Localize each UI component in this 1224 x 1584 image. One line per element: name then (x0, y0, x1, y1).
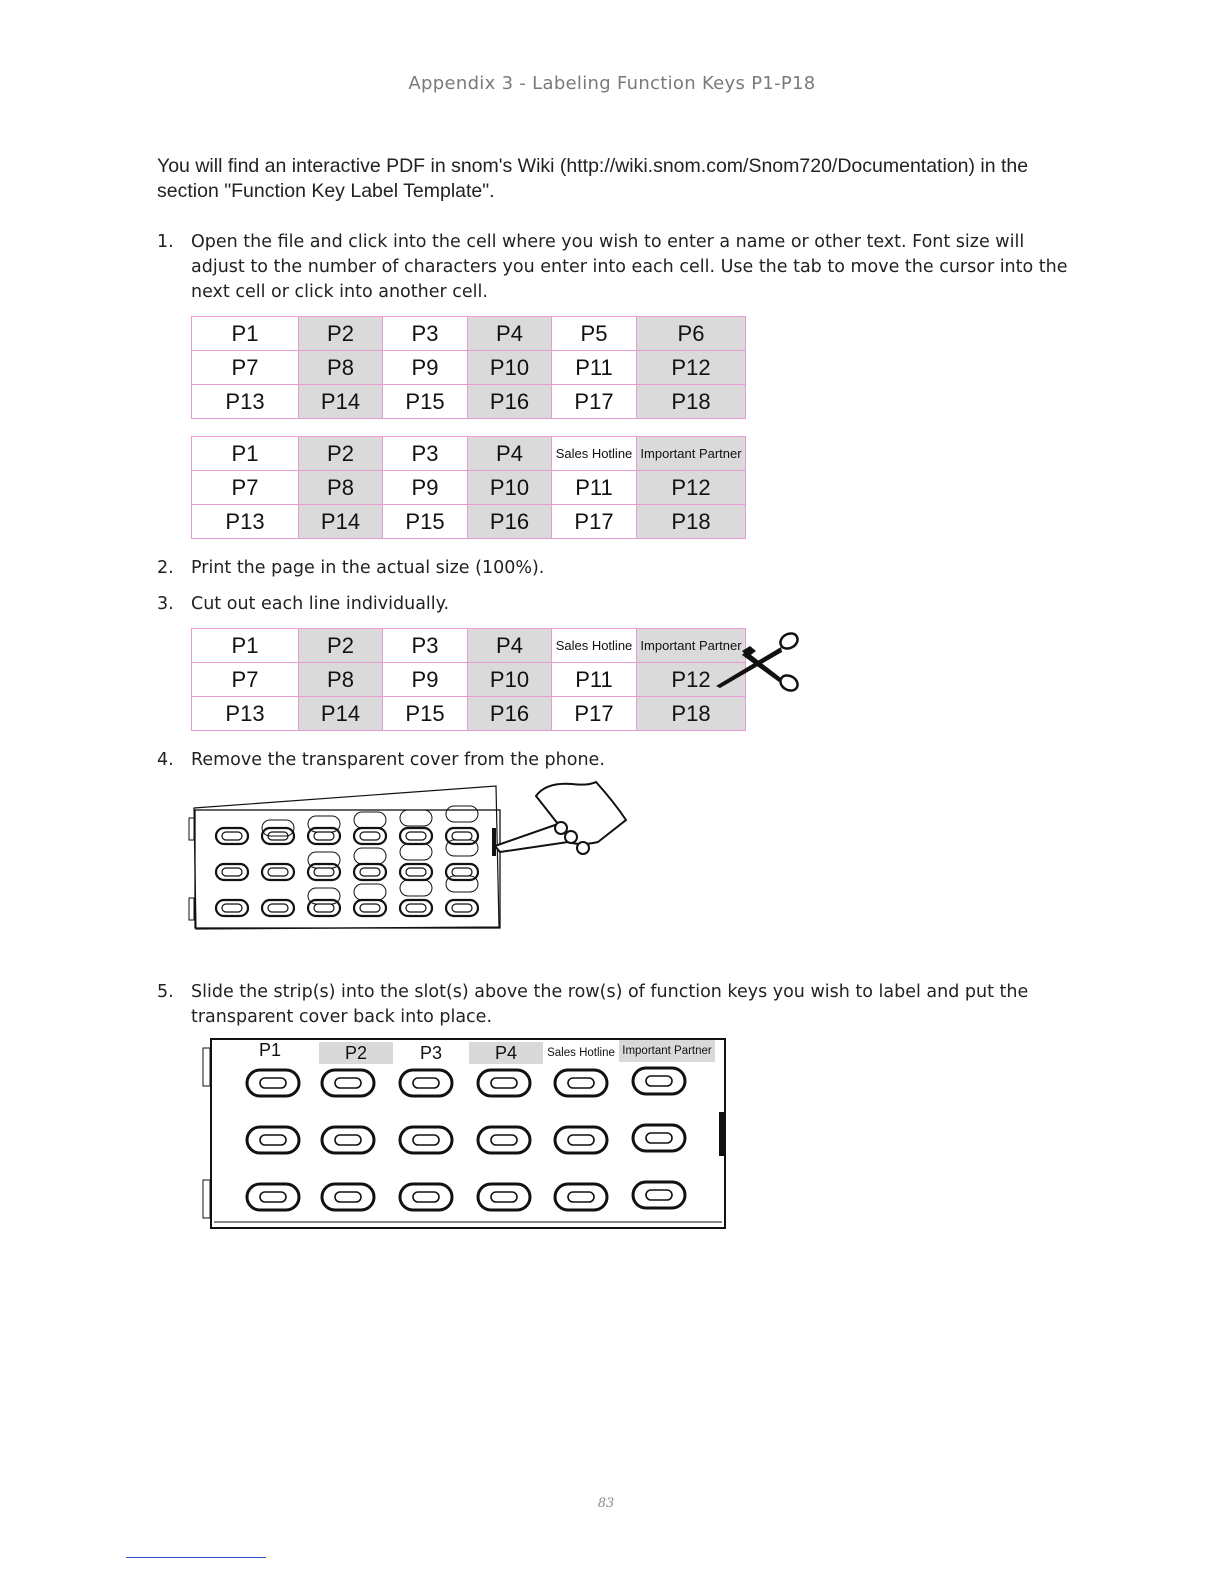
step-text-line: Print the page in the actual size (100%). (191, 558, 545, 578)
step-3 (157, 592, 1077, 617)
step-text-line: Cut out each line individually. (191, 594, 450, 614)
step-1 (157, 230, 1077, 305)
phone-keys-illustration (200, 1036, 730, 1234)
label-cell[interactable]: P17 (552, 385, 637, 419)
label-template-cut (191, 628, 746, 731)
strip-label: P2 (319, 1042, 393, 1064)
page-header: Appendix 3 - Labeling Function Keys P1-P18 (408, 73, 816, 94)
step-number: 2. (157, 558, 174, 578)
label-cell: P3 (383, 629, 468, 663)
label-cell[interactable]: P6 (637, 317, 746, 351)
label-cell[interactable]: P2 (299, 437, 383, 471)
label-cell[interactable]: P5 (552, 317, 637, 351)
step-2 (157, 556, 1077, 581)
step-number: 4. (157, 750, 174, 770)
label-cell[interactable]: P14 (299, 505, 383, 539)
label-cell: P10 (468, 663, 552, 697)
label-cell[interactable]: P10 (468, 351, 552, 385)
label-cell: P4 (468, 629, 552, 663)
label-cell[interactable]: P4 (468, 437, 552, 471)
label-cell: P14 (299, 697, 383, 731)
label-cell: P1 (192, 629, 299, 663)
label-cell: P8 (299, 663, 383, 697)
label-cell[interactable]: P15 (383, 385, 468, 419)
label-cell[interactable]: P18 (637, 505, 746, 539)
step-text-line: Open the file and click into the cell where you wish to enter a name or other text. Font size will (191, 232, 1025, 252)
label-cell[interactable]: P15 (383, 505, 468, 539)
label-cell[interactable]: P11 (552, 351, 637, 385)
label-cell[interactable]: P8 (299, 351, 383, 385)
label-cell[interactable]: P16 (468, 385, 552, 419)
label-cell: P11 (552, 663, 637, 697)
label-cell: P12 (637, 663, 746, 697)
strip-label: P3 (419, 1043, 443, 1063)
intro-line: You will find an interactive PDF in snom's Wiki (http://wiki.snom.com/Snom720/Documentation) in the (157, 155, 1029, 177)
label-cell: P9 (383, 663, 468, 697)
label-cell: P18 (637, 697, 746, 731)
label-template-blank (191, 316, 746, 419)
label-cell[interactable]: P8 (299, 471, 383, 505)
label-template-filled (191, 436, 746, 539)
label-cell[interactable]: P1 (192, 317, 299, 351)
label-cell: Important Partner (637, 629, 746, 663)
label-cell[interactable]: P10 (468, 471, 552, 505)
step-text-line: Remove the transparent cover from the phone. (191, 750, 605, 770)
label-cell[interactable]: P16 (468, 505, 552, 539)
label-cell[interactable]: P12 (637, 351, 746, 385)
label-cell[interactable]: P9 (383, 351, 468, 385)
label-cell[interactable]: P17 (552, 505, 637, 539)
label-cell: P13 (192, 697, 299, 731)
label-cell[interactable]: P14 (299, 385, 383, 419)
step-number: 5. (157, 982, 174, 1002)
label-cell[interactable]: P7 (192, 471, 299, 505)
step-number: 1. (157, 232, 174, 252)
label-cell: P17 (552, 697, 637, 731)
scissors-icon (712, 628, 804, 696)
label-cell: P7 (192, 663, 299, 697)
strip-label: Sales Hotline (547, 1047, 615, 1059)
label-cell[interactable]: P9 (383, 471, 468, 505)
remove-cover-illustration (186, 780, 636, 935)
label-cell[interactable]: P4 (468, 317, 552, 351)
intro-line: section "Function Key Label Template". (157, 180, 495, 202)
label-cell[interactable]: P12 (637, 471, 746, 505)
label-strip (232, 1042, 722, 1064)
step-text-line: Slide the strip(s) into the slot(s) above the row(s) of function keys you wish to label and put the (191, 982, 1029, 1002)
page-number: 83 (597, 1496, 615, 1511)
step-text-line: adjust to the number of characters you enter into each cell. Use the tab to move the cursor into the (191, 257, 1068, 277)
label-cell[interactable]: P13 (192, 385, 299, 419)
strip-label: P4 (469, 1042, 543, 1064)
step-5 (157, 980, 1077, 1030)
footer-rule (126, 1557, 266, 1558)
label-cell[interactable]: P18 (637, 385, 746, 419)
strip-label: P1 (258, 1040, 282, 1060)
label-cell[interactable]: P2 (299, 317, 383, 351)
step-4 (157, 748, 1077, 773)
label-cell[interactable]: P7 (192, 351, 299, 385)
intro-paragraph (157, 154, 1077, 204)
label-cell[interactable]: P13 (192, 505, 299, 539)
label-cell[interactable]: P1 (192, 437, 299, 471)
label-cell: Sales Hotline (552, 629, 637, 663)
label-cell[interactable]: Important Partner (637, 437, 746, 471)
step-text-line: next cell or click into another cell. (191, 282, 488, 302)
label-cell: P15 (383, 697, 468, 731)
step-text-line: transparent cover back into place. (191, 1007, 493, 1027)
label-cell[interactable]: P3 (383, 317, 468, 351)
label-cell[interactable]: P3 (383, 437, 468, 471)
label-cell: P16 (468, 697, 552, 731)
step-number: 3. (157, 594, 174, 614)
label-cell[interactable]: P11 (552, 471, 637, 505)
label-cell: P2 (299, 629, 383, 663)
label-cell[interactable]: Sales Hotline (552, 437, 637, 471)
strip-label: Important Partner (619, 1040, 715, 1062)
hand-icon (495, 782, 626, 854)
